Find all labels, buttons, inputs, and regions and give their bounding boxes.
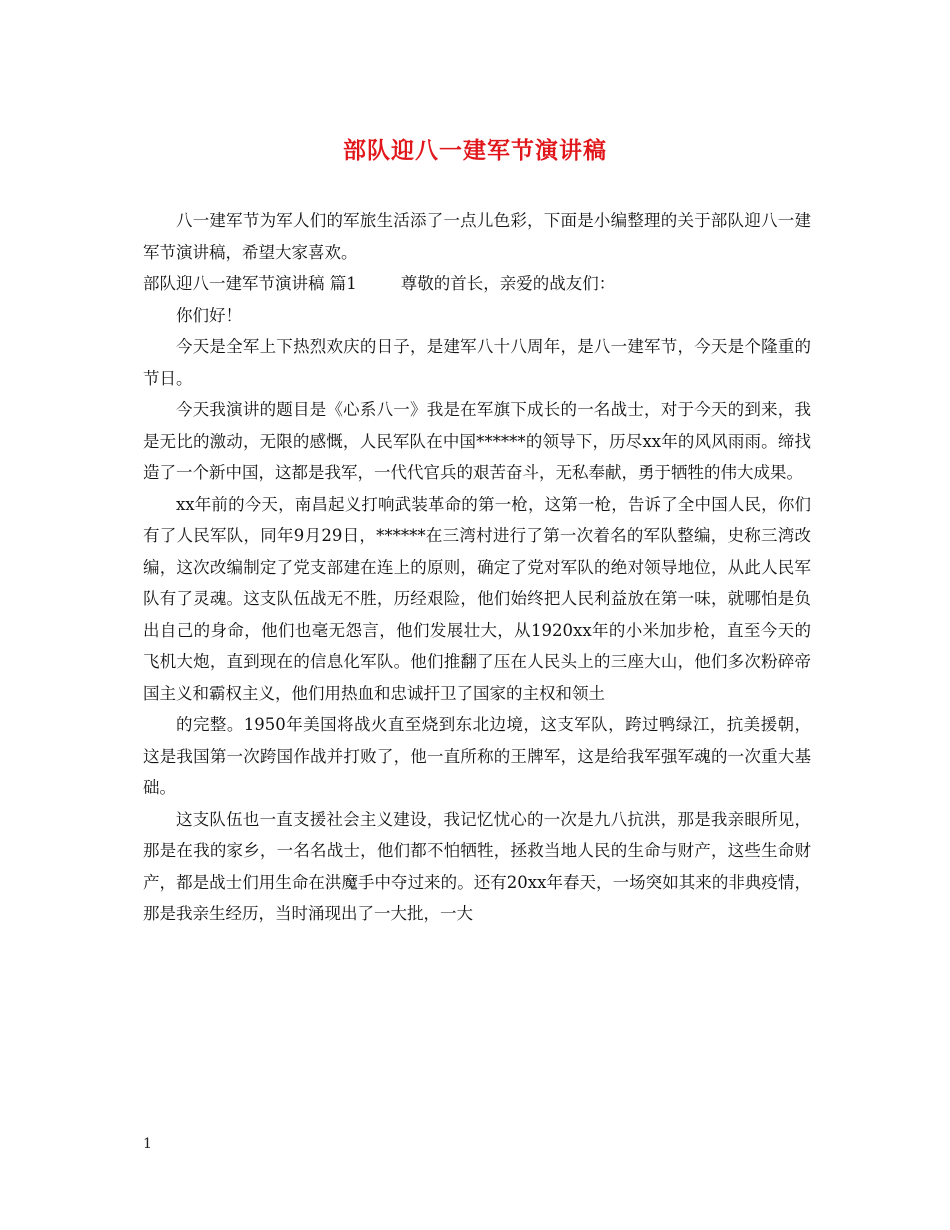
body-paragraph: xx年前的今天，南昌起义打响武装革命的第一枪，这第一枪，告诉了全中国人民，你们有了人民军队，同年9月29日，******在三湾村进行了第一次着名的军队整编，史称三湾改编，这次改编制定了党支部建在连上的原则，确定了党对军队的绝对领导地位，从此人民军队有了灵魂。这支队伍战无不胜，历经艰险，他们始终把人民利益放在第一味，就哪怕是负出自己的身命，他们也毫无怨言，他们发展壮大，从1920xx年的小米加步枪，直至今天的飞机大炮，直到现在的信息化军队。他们推翻了压在人民头上的三座大山，他们多次粉碎帝国主义和霸权主义，他们用热血和忠诚扞卫了国家的主权和领土 [143, 494, 811, 703]
body-paragraph: 的完整。1950年美国将战火直至烧到东北边境，这支军队，跨过鸭绿江，抗美援朝，这是我国第一次跨国作战并打败了，他一直所称的王牌军，这是给我军强军魂的一次重大基础。 [143, 715, 811, 797]
section-heading: 部队迎八一建军节演讲稿 篇1 [143, 274, 357, 293]
document-body [143, 205, 811, 930]
salutation: 尊敬的首长，亲爱的战友们： [400, 274, 616, 293]
body-paragraph: 这支队伍也一直支援社会主义建设，我记忆忧心的一次是九八抗洪，那是我亲眼所见，那是在我的家乡，一名名战士，他们都不怕牺牲，拯救当地人民的生命与财产，这些生命财产，都是战士们用生命在洪魔手中夺过来的。还有20xx年春天，一场突如其来的非典疫情，那是我亲生经历，当时涌现出了一大批，一大 [143, 809, 811, 923]
document-title: 部队迎八一建军节演讲稿 [343, 138, 607, 164]
page-number: 1 [143, 1136, 152, 1152]
body-paragraph: 今天是全军上下热烈欢庆的日子，是建军八十八周年，是八一建军节，今天是个隆重的节日。 [143, 337, 811, 388]
body-paragraph: 今天我演讲的题目是《心系八一》我是在军旗下成长的一名战士，对于今天的到来，我是无比的激动，无限的感慨，人民军队在中国******的领导下，历尽xx年的风风雨雨。缔找造了一个新中国，这都是我军，一代代官兵的艰苦奋斗，无私奉献，勇于牺牲的伟大成果。 [143, 400, 811, 482]
greeting-paragraph: 你们好！ [176, 305, 242, 325]
section-heading-line [143, 268, 811, 300]
intro-paragraph: 八一建军节为军人们的军旅生活添了一点儿色彩，下面是小编整理的关于部队迎八一建军节演讲稿，希望大家喜欢。 [143, 211, 811, 262]
